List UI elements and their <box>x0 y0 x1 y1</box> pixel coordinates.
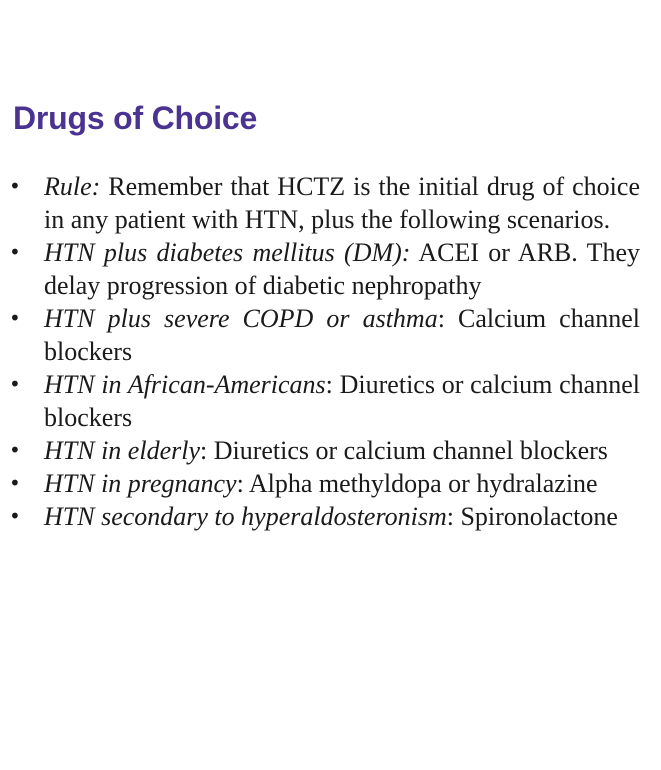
item-term: Rule: <box>44 172 101 201</box>
drug-choice-list <box>0 170 661 533</box>
item-text: : Calcium channel blockers <box>44 304 640 366</box>
item-term: HTN in elderly <box>44 436 200 465</box>
bullet-icon: • <box>9 372 21 396</box>
bullet-icon: • <box>9 174 21 198</box>
item-text: : Diuretics or calcium channel blockers <box>200 436 608 465</box>
list-item <box>0 368 640 434</box>
item-text: : Spironolactone <box>446 502 618 531</box>
bullet-icon: • <box>9 471 21 495</box>
item-text: : Diuretics or calcium channel blockers <box>44 370 640 432</box>
bullet-icon: • <box>9 504 21 528</box>
list-item <box>0 467 640 500</box>
item-term: HTN plus diabetes mellitus (DM): <box>44 238 411 267</box>
bullet-icon: • <box>9 438 21 462</box>
list-item <box>0 434 640 467</box>
item-term: HTN in pregnancy <box>44 469 237 498</box>
item-text: ACEI or ARB. They delay progression of diabetic nephropathy <box>44 238 640 300</box>
section-heading: Drugs of Choice <box>13 100 258 136</box>
item-text: Remember that HCTZ is the initial drug of choice in any patient with HTN, plus the following scenarios. <box>44 172 640 234</box>
list-item <box>0 500 640 533</box>
item-text: : Alpha methyldopa or hydralazine <box>236 469 598 498</box>
list-item <box>0 236 640 302</box>
bullet-icon: • <box>9 306 21 330</box>
item-term: HTN in African-Americans <box>44 370 326 399</box>
list-item <box>0 302 640 368</box>
item-term: HTN plus severe COPD or asthma <box>44 304 438 333</box>
item-term: HTN secondary to hyperaldosteronism <box>44 502 447 531</box>
list-item <box>0 170 640 236</box>
bullet-icon: • <box>9 240 21 264</box>
